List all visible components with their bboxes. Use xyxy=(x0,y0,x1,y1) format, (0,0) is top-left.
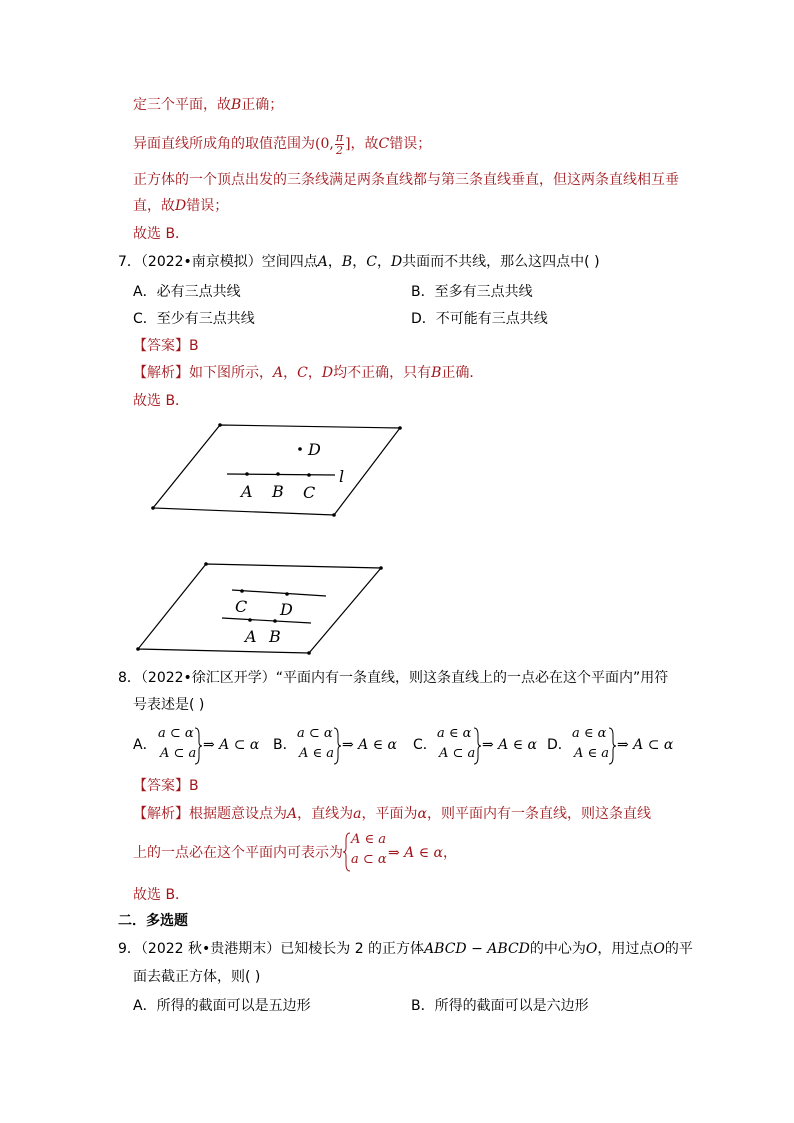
label-d: D xyxy=(308,440,321,459)
text: 9．（2022 秋•贵港期末）已知棱长为 2 的正方体 xyxy=(118,941,425,957)
q7-stem xyxy=(118,252,600,272)
var-a: A xyxy=(317,254,328,270)
label: 【答案】 xyxy=(133,778,189,794)
var-b: B xyxy=(431,365,442,381)
text: ，用过点 xyxy=(597,941,654,957)
point-d xyxy=(298,447,302,451)
q7-choose: 故选 B． xyxy=(133,393,190,409)
q9-stem-line1 xyxy=(118,939,693,959)
option-result: ⇒ A ⊂ α xyxy=(617,737,674,753)
right-brace xyxy=(608,727,616,765)
value: B xyxy=(189,338,199,354)
row: a ⊂ α xyxy=(158,726,194,741)
value: B xyxy=(189,778,199,794)
var-b: B xyxy=(231,97,242,113)
text: ，直线为 xyxy=(297,806,354,822)
var-c: C xyxy=(378,136,390,152)
solution-choose: 故选 B． xyxy=(133,226,190,242)
text: ，平面为 xyxy=(361,806,418,822)
row: a ⊂ α xyxy=(297,726,333,741)
pi-over-2-fraction xyxy=(335,132,344,157)
row: a ∈ α xyxy=(437,726,472,741)
text: ，故 xyxy=(350,136,379,152)
label: 【解析】 xyxy=(133,806,189,822)
label: 【答案】 xyxy=(133,338,189,354)
var-c: C xyxy=(297,365,308,381)
label-a: A xyxy=(245,627,257,646)
text: 的中心为 xyxy=(529,941,586,957)
line-ab xyxy=(222,618,311,623)
sep: ， xyxy=(283,365,298,381)
var-d: D xyxy=(390,254,403,270)
text: ，则平面内有一条直线，则这条直线 xyxy=(426,806,651,822)
option-label: C． xyxy=(413,737,437,753)
label-c: C xyxy=(303,483,316,502)
text: 正确． xyxy=(441,365,484,381)
label-c: C xyxy=(235,597,248,616)
var: a xyxy=(353,806,362,822)
var: α xyxy=(417,806,427,822)
right-brace xyxy=(194,727,202,765)
row: a ⊂ α xyxy=(351,852,387,867)
q8-answer xyxy=(133,776,199,796)
label-b: B xyxy=(269,627,281,646)
frac-den: 2 xyxy=(335,143,343,157)
text: 共面而不共线，那么这四点中( ) xyxy=(402,254,600,270)
q7-option-c: C．至少有三点共线 xyxy=(133,311,255,327)
right-brace xyxy=(333,727,341,765)
sep: ， xyxy=(376,254,391,270)
q8-choose: 故选 B． xyxy=(133,887,190,903)
var-b: B xyxy=(341,254,353,270)
q9-option-a: A．所得的截面可以是五边形 xyxy=(133,998,311,1014)
sep: ， xyxy=(327,254,342,270)
point-b xyxy=(276,472,280,476)
row: A ∈ a xyxy=(574,746,610,761)
solution-line-b xyxy=(133,95,283,115)
point-b xyxy=(273,619,277,623)
q7-analysis xyxy=(133,363,483,383)
solution-line-c xyxy=(133,130,431,158)
var-d: D xyxy=(175,198,187,214)
solution-line-d1: 正方体的一个顶点出发的三条线满足两条直线都与第三条直线垂直，但这两条直线相互垂 xyxy=(133,172,679,188)
var-a: A xyxy=(273,365,284,381)
q7-option-d: D．不可能有三点共线 xyxy=(411,311,548,327)
q8-stem-line1: 8．（2022•徐汇区开学）“平面内有一条直线，则这条直线上的一点必在这个平面内”用符 xyxy=(118,670,669,686)
q7-option-a: A．必有三点共线 xyxy=(133,284,241,300)
text: ， xyxy=(443,845,458,861)
text: 根据题意设点为 xyxy=(189,806,287,822)
plane-outline xyxy=(153,425,400,515)
text: 如下图所示， xyxy=(189,365,273,381)
text: 异面直线所成角的取值范围为 xyxy=(133,136,315,152)
q8-analysis-result xyxy=(388,843,457,863)
point-c xyxy=(307,473,311,477)
interval-close: ] xyxy=(345,136,351,152)
plane-outline xyxy=(138,564,381,653)
line-l xyxy=(227,474,335,475)
var: O xyxy=(585,941,598,957)
figure-plane-1 xyxy=(150,422,406,520)
interval-open: (0, xyxy=(315,136,334,152)
option-label: A． xyxy=(133,737,157,753)
figure-plane-2 xyxy=(135,560,387,656)
option-label: B． xyxy=(273,737,297,753)
math: ABCD − ABCD xyxy=(424,941,530,957)
label-l: l xyxy=(339,467,345,486)
text: 正确； xyxy=(241,97,284,113)
q9-option-b: B．所得的截面可以是六边形 xyxy=(411,998,589,1014)
q8-analysis-line2: 上的一点必在这个平面内可表示为 xyxy=(133,845,343,861)
text: 错误； xyxy=(186,198,229,214)
option-result: ⇒ A ∈ α xyxy=(342,737,398,753)
q8-stem-line2: 号表述是( ) xyxy=(133,697,205,713)
row: A ∈ a xyxy=(351,832,387,847)
sep: ， xyxy=(307,365,322,381)
text: 的平 xyxy=(664,941,693,957)
frac-num: π xyxy=(335,130,344,144)
var-c: C xyxy=(366,254,377,270)
text: ⇒ A ∈ α xyxy=(388,845,444,861)
row: A ∈ a xyxy=(299,746,335,761)
text: 错误； xyxy=(389,136,432,152)
var: O xyxy=(653,941,665,957)
text: 7．（2022•南京模拟）空间四点 xyxy=(118,254,318,270)
text: 定三个平面，故 xyxy=(133,97,231,113)
option-result: ⇒ A ∈ α xyxy=(482,737,538,753)
q7-answer xyxy=(133,336,199,356)
label-a: A xyxy=(241,482,253,501)
row: A ⊂ a xyxy=(439,746,476,761)
point-c xyxy=(240,589,244,593)
point-d xyxy=(285,592,289,596)
label-d: D xyxy=(280,600,293,619)
point-a xyxy=(245,472,249,476)
q7-option-b: B．至多有三点共线 xyxy=(411,284,533,300)
text: 均不正确，只有 xyxy=(333,365,432,381)
line-cd xyxy=(232,590,326,596)
row: a ∈ α xyxy=(572,726,607,741)
sep: ， xyxy=(352,254,367,270)
text: 直，故 xyxy=(133,198,175,214)
label: 【解析】 xyxy=(133,365,189,381)
var-d: D xyxy=(321,365,334,381)
option-label: D． xyxy=(547,737,572,753)
option-result: ⇒ A ⊂ α xyxy=(203,737,260,753)
row: A ⊂ a xyxy=(160,746,197,761)
var: A xyxy=(287,806,298,822)
point-a xyxy=(248,618,252,622)
label-b: B xyxy=(272,482,284,501)
q8-analysis-line1 xyxy=(133,804,651,824)
right-brace xyxy=(473,727,481,765)
left-brace xyxy=(343,832,351,872)
q9-stem-line2: 面去截正方体，则( ) xyxy=(133,969,261,985)
solution-line-d2 xyxy=(133,196,228,216)
section-heading: 二．多选题 xyxy=(118,913,188,929)
